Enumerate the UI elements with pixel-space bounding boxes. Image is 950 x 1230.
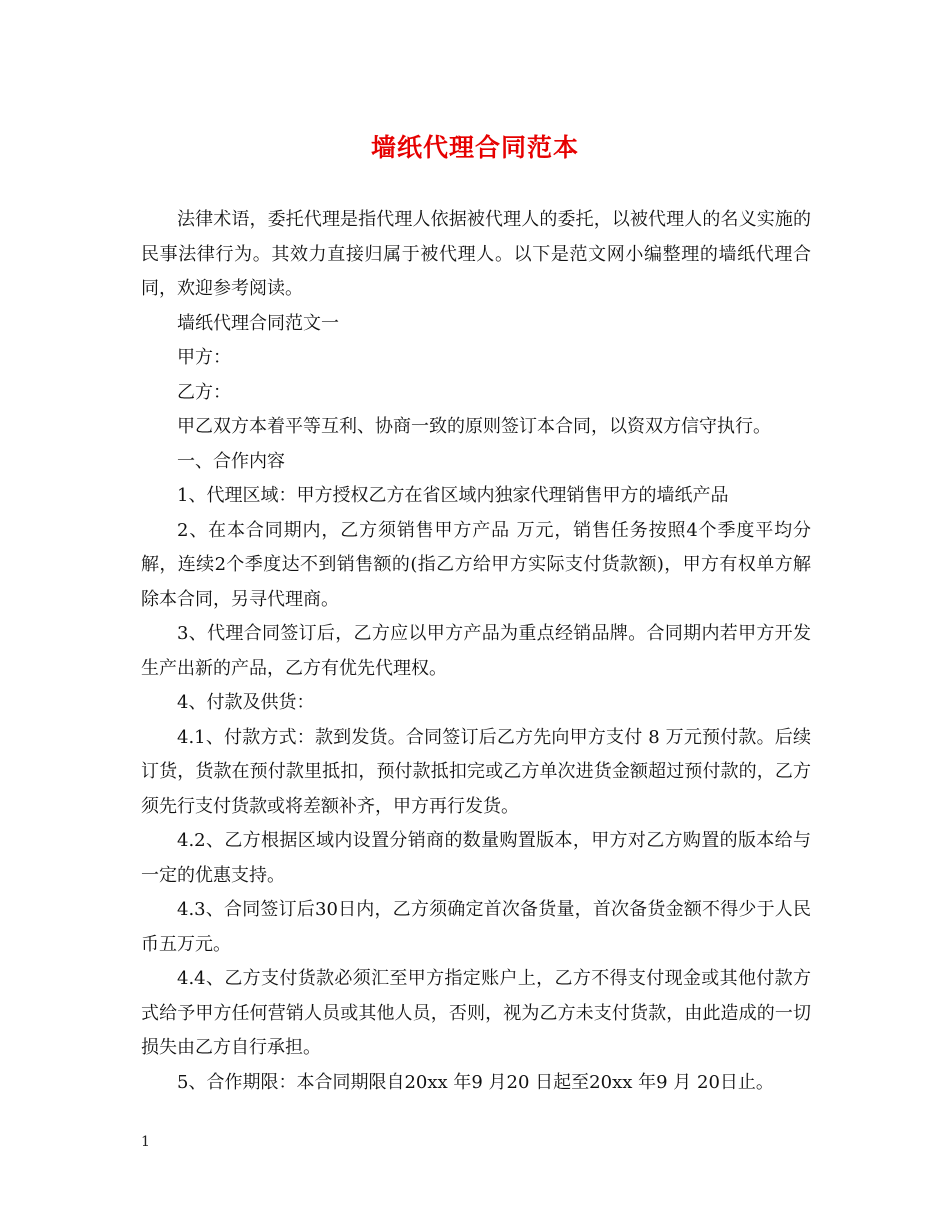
document-title: 墙纸代理合同范本	[370, 133, 579, 162]
page-number: 1	[141, 1134, 150, 1150]
paragraph-clause-1: 1、代理区域：甲方授权乙方在省区域内独家代理销售甲方的墙纸产品	[177, 485, 729, 506]
paragraph-principle: 甲乙双方本着平等互利、协商一致的原则签订本合同，以资双方信守执行。	[177, 416, 771, 437]
paragraph-sample-heading: 墙纸代理合同范文一	[177, 312, 339, 334]
paragraph-clause-4-2: 4.2、乙方根据区域内设置分销商的数量购置版本，甲方对乙方购置的版本给与一定的优惠支持。	[141, 830, 811, 886]
paragraph-clause-3: 3、代理合同签订后，乙方应以甲方产品为重点经销品牌。合同期内若甲方开发生产出新的产品，乙方有优先代理权。	[141, 623, 811, 679]
paragraph-party-a: 甲方：	[177, 347, 231, 368]
paragraph-clause-4-4: 4.4、乙方支付货款必须汇至甲方指定账户上，乙方不得支付现金或其他付款方式给予甲方任何营销人员或其他人员，否则，视为乙方未支付货款，由此造成的一切损失由乙方自行承担。	[141, 968, 811, 1058]
paragraph-clause-2: 2、在本合同期内，乙方须销售甲方产品 万元，销售任务按照4个季度平均分解，连续2个季度达不到销售额的(指乙方给甲方实际支付货款额)，甲方有权单方解除本合同，另寻代理商。	[141, 519, 811, 610]
paragraph-section-cooperation: 一、合作内容	[177, 450, 285, 472]
paragraph-clause-4-3: 4.3、合同签订后30日内，乙方须确定首次备货量，首次备货金额不得少于人民币五万元。	[141, 899, 811, 955]
document-body	[141, 203, 811, 1100]
paragraph-clause-4: 4、付款及供货：	[177, 692, 315, 713]
paragraph-clause-5: 5、合作期限：本合同期限自20xx 年9 月20 日起至20xx 年9 月 20日止。	[177, 1071, 774, 1093]
paragraph-intro: 法律术语，委托代理是指代理人依据被代理人的委托，以被代理人的名义实施的民事法律行为。其效力直接归属于被代理人。以下是范文网小编整理的墙纸代理合同，欢迎参考阅读。	[141, 209, 811, 299]
paragraph-clause-4-1: 4.1、付款方式：款到发货。合同签订后乙方先向甲方支付 8 万元预付款。后续订货，货款在预付款里抵扣，预付款抵扣完或乙方单次进货金额超过预付款的，乙方须先行支付货款或将差额补齐，甲方再行发货。	[141, 726, 811, 817]
paragraph-party-b: 乙方：	[177, 381, 231, 403]
